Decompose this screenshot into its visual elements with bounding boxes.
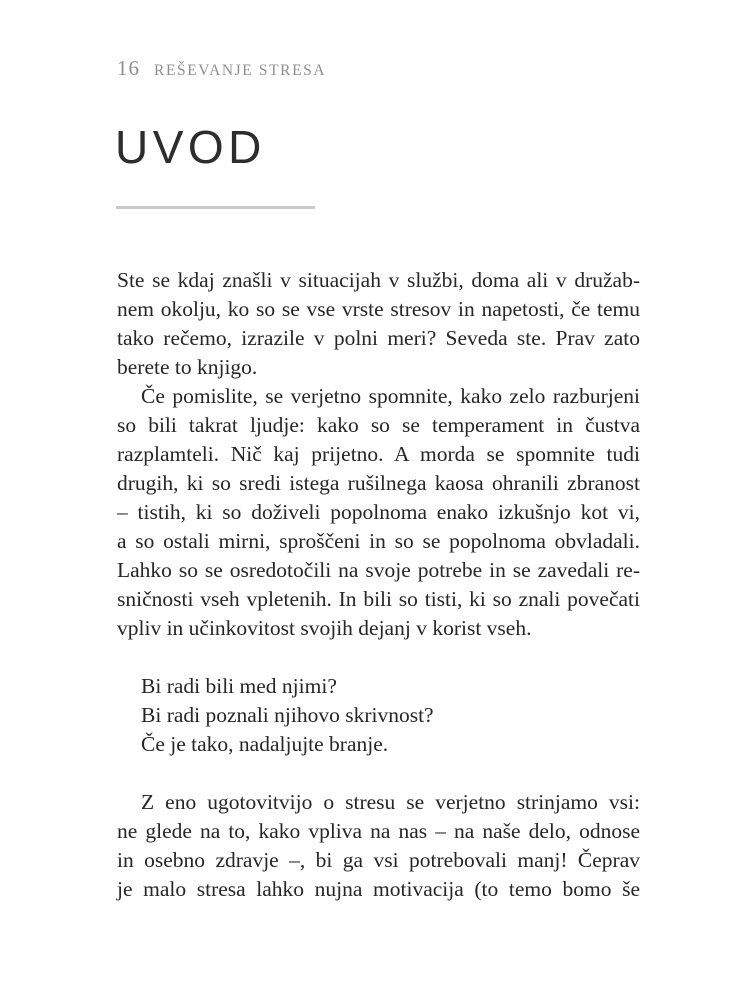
page-header xyxy=(117,56,326,81)
text-line: Če pomislite, se verjetno spomnite, kako zelo razburjeni xyxy=(141,384,640,408)
text-line: Bi radi bili med njimi? xyxy=(141,674,337,698)
running-title: REŠEVANJE STRESA xyxy=(154,62,327,79)
text-line: Z eno ugotovitvijo o stresu se verjetno strinjamo vsi: xyxy=(141,790,640,814)
text-line: Če je tako, nadaljujte branje. xyxy=(141,732,389,756)
page-number: 16 xyxy=(117,56,140,80)
text-line: ne glede na to, kako vpliva na nas – na naše delo, odnose xyxy=(117,819,640,843)
text-line: – tistih, ki so doživeli popolnoma enako izkušnjo kot vi, xyxy=(117,500,640,524)
body-text xyxy=(117,266,640,904)
text-line: je malo stresa lahko nujna motivacija (to temo bomo še xyxy=(117,877,640,901)
text-line: tako rečemo, izrazile v polni meri? Seveda ste. Prav zato xyxy=(117,326,640,350)
text-line: Ste se kdaj znašli v situacijah v službi, doma ali v družab- xyxy=(117,268,640,292)
text-line: razplamteli. Nič kaj prijetno. A morda se spomnite tudi xyxy=(117,442,640,466)
text-line: Bi radi poznali njihovo skrivnost? xyxy=(141,703,434,727)
text-line: a so ostali mirni, sproščeni in so se popolnoma obvladali. xyxy=(117,529,640,553)
text-line: sničnosti vseh vpletenih. In bili so tisti, ki so znali povečati xyxy=(117,587,640,611)
title-divider xyxy=(116,206,315,209)
text-line: vpliv in učinkovitost svojih dejanj v korist vseh. xyxy=(117,616,532,640)
text-line: in osebno zdravje –, bi ga vsi potrebovali manj! Čeprav xyxy=(117,848,640,872)
text-line: Lahko so se osredotočili na svoje potrebe in se zavedali re- xyxy=(117,558,640,582)
chapter-title: UVOD xyxy=(115,121,266,173)
text-line: drugih, ki so sredi istega rušilnega kaosa ohranili zbranost xyxy=(117,471,640,495)
text-line: nem okolju, ko so se vse vrste stresov in napetosti, če temu xyxy=(117,297,640,321)
text-line: berete to knjigo. xyxy=(117,355,258,379)
text-line: so bili takrat ljudje: kako so se temperament in čustva xyxy=(117,413,640,437)
